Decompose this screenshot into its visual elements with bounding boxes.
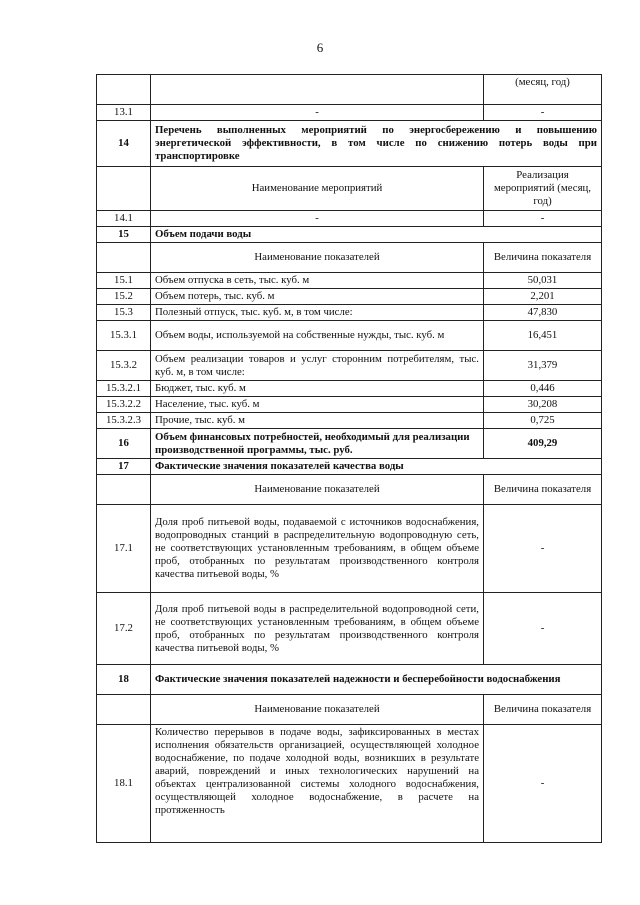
row-number-cell: 17.1 [97,505,151,593]
table-row [97,381,602,397]
row-name-cell: Доля проб питьевой воды в распределительной водопроводной сети, не соответствующих установленным требованиям, в общем объеме проб, отобранных по результатам производственного контроля качества питьевой воды, % [151,593,484,665]
row-number-cell: 18.1 [97,725,151,843]
section-row-16 [97,429,602,459]
section-number: 14 [97,121,151,167]
row-name-cell: Доля проб питьевой воды, подаваемой с источников водоснабжения, водопроводных станций в распределительную водопроводную сеть, не соответствующих установленным требованиям, в общем объеме проб, отобранных по результатам производственного контроля качества питьевой воды, % [151,505,484,593]
column-header-name: Наименование показателей [151,695,484,725]
column-header-value: Величина показателя [484,243,602,273]
row-name-cell: Объем потерь, тыс. куб. м [151,289,484,305]
column-header-value: Реализация мероприятий (месяц, год) [484,167,602,211]
section-row-15 [97,227,602,243]
column-header-row [97,475,602,505]
table-row [97,413,602,429]
row-number-cell [97,243,151,273]
column-header-name: Наименование показателей [151,475,484,505]
table-row [97,305,602,321]
table-row [97,397,602,413]
row-value-cell: (месяц, год) [484,75,602,105]
page-number: 6 [316,40,324,55]
row-number-cell: 15.3 [97,305,151,321]
row-number-cell: 15.3.2 [97,351,151,381]
section-title: Перечень выполненных мероприятий по энергосбережению и повышению энергетической эффективности, в том числе по снижению потерь воды при транспортировке [151,121,602,167]
table-row [97,75,602,105]
row-number-cell [97,475,151,505]
row-name-cell: Объем реализации товаров и услуг сторонним потребителям, тыс. куб. м, в том числе: [151,351,484,381]
section-row-14 [97,121,602,167]
column-header-row [97,167,602,211]
row-name-cell: Количество перерывов в подаче воды, зафиксированных в местах исполнения обязательств организацией, осуществляющей холодное водоснабжение, по подаче холодной воды, возникших в результате аварий, повреждений и иных технологических нарушений на объектах централизованной системы холодного водоснабжения, осуществляющей холодное водоснабжение, в расчете на протяженность [151,725,484,843]
section-title: Объем подачи воды [151,227,602,243]
row-name-cell: Бюджет, тыс. куб. м [151,381,484,397]
production-program-table [96,74,602,843]
row-value-cell: - [484,211,602,227]
table-row [97,273,602,289]
table-row [97,725,602,843]
row-value-cell: - [484,505,602,593]
table-row [97,505,602,593]
row-name-cell: Объем воды, используемой на собственные нужды, тыс. куб. м [151,321,484,351]
row-name-cell: Объем отпуска в сеть, тыс. куб. м [151,273,484,289]
table-row [97,351,602,381]
row-number-cell: 15.1 [97,273,151,289]
section-title: Фактические значения показателей качества воды [151,459,602,475]
section-title: Фактические значения показателей надежности и бесперебойности водоснабжения [151,665,602,695]
row-number-cell [97,75,151,105]
row-value-cell: 0,446 [484,381,602,397]
section-row-18 [97,665,602,695]
section-number: 16 [97,429,151,459]
table-row [97,321,602,351]
row-name-cell [151,75,484,105]
row-value-cell: 16,451 [484,321,602,351]
table-row [97,211,602,227]
column-header-row [97,243,602,273]
row-value-cell: 2,201 [484,289,602,305]
row-name-cell: - [151,211,484,227]
row-number-cell: 15.3.2.2 [97,397,151,413]
row-number-cell [97,167,151,211]
row-value-cell: 30,208 [484,397,602,413]
section-number: 18 [97,665,151,695]
section-number: 15 [97,227,151,243]
column-header-name: Наименование мероприятий [151,167,484,211]
row-number-cell [97,695,151,725]
table-row [97,593,602,665]
row-value-cell: - [484,105,602,121]
section-title: Объем финансовых потребностей, необходимый для реализации производственной программы, тыс. руб. [151,429,484,459]
row-name-cell: Прочие, тыс. куб. м [151,413,484,429]
row-value-cell: 0,725 [484,413,602,429]
row-number-cell: 17.2 [97,593,151,665]
row-value-cell: 50,031 [484,273,602,289]
table-row [97,105,602,121]
column-header-name: Наименование показателей [151,243,484,273]
column-header-value: Величина показателя [484,475,602,505]
row-number-cell: 15.3.1 [97,321,151,351]
row-name-cell: Население, тыс. куб. м [151,397,484,413]
row-value-cell: 47,830 [484,305,602,321]
table-row [97,289,602,305]
row-name-cell: - [151,105,484,121]
row-number-cell: 15.3.2.3 [97,413,151,429]
column-header-row [97,695,602,725]
section-row-17 [97,459,602,475]
row-value-cell: - [484,593,602,665]
row-number-cell: 14.1 [97,211,151,227]
row-value-cell: - [484,725,602,843]
section-number: 17 [97,459,151,475]
row-number-cell: 13.1 [97,105,151,121]
row-number-cell: 15.3.2.1 [97,381,151,397]
row-value-cell: 31,379 [484,351,602,381]
column-header-value: Величина показателя [484,695,602,725]
row-name-cell: Полезный отпуск, тыс. куб. м, в том числе: [151,305,484,321]
row-number-cell: 15.2 [97,289,151,305]
row-value-cell: 409,29 [484,429,602,459]
